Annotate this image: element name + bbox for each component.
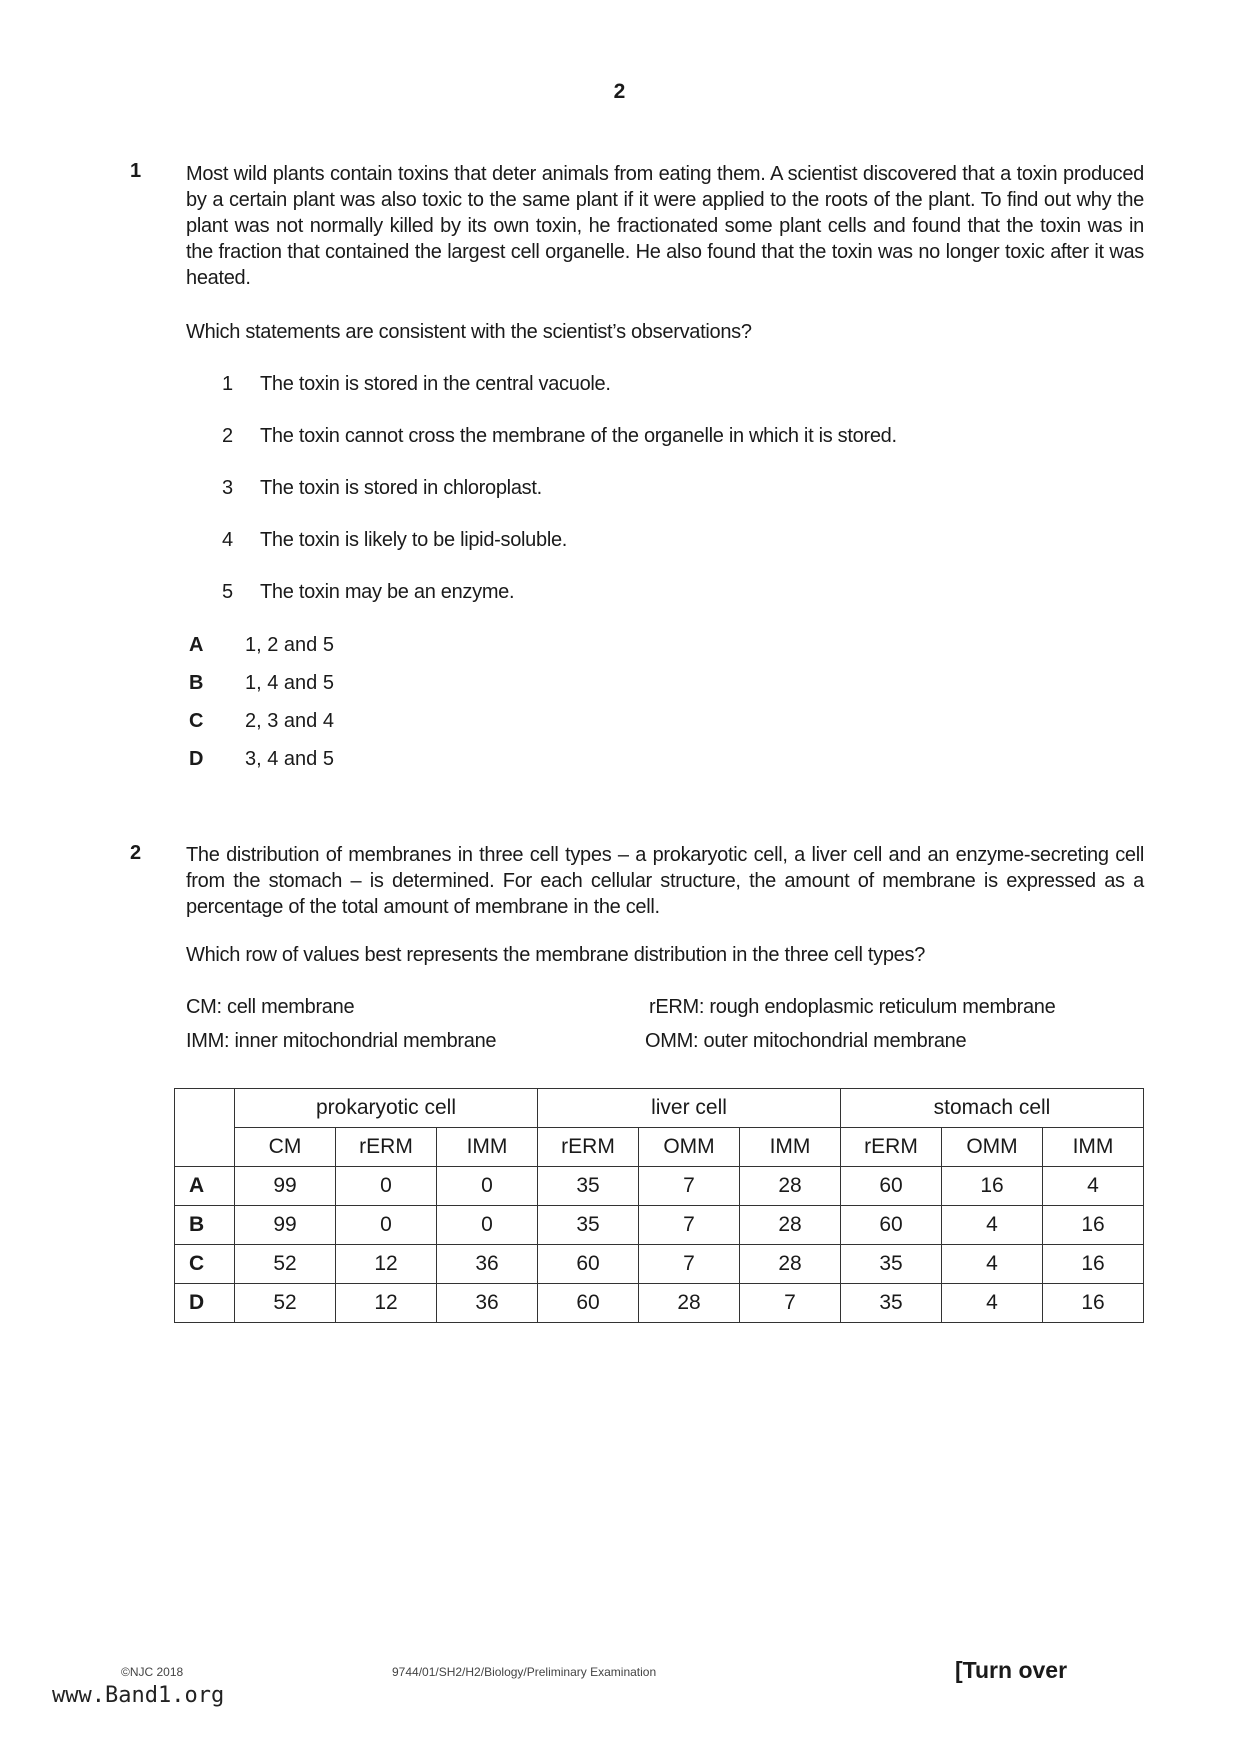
table-cell: 7 <box>639 1167 740 1206</box>
table-cell: 16 <box>942 1167 1043 1206</box>
table-cell: 7 <box>740 1284 841 1323</box>
option-text: 1, 2 and 5 <box>245 634 334 656</box>
table-corner-cell <box>175 1089 235 1167</box>
footer-turn-over: [Turn over <box>955 1657 1068 1683</box>
table-cell: 28 <box>740 1206 841 1245</box>
page-number: 2 <box>613 80 626 103</box>
option-d[interactable] <box>189 748 334 771</box>
question-2-stem: The distribution of membranes in three cell types – a prokaryotic cell, a liver cell and an enzyme-secreting cell from the stomach – is determined. For each cellular structure, the amount of membrane is expressed as a percentage of the total amount of membrane in the cell. <box>186 844 1144 918</box>
row-label: B <box>175 1206 235 1245</box>
table-cell: 7 <box>639 1206 740 1245</box>
table-cell: 35 <box>841 1245 942 1284</box>
table-cell: 16 <box>1043 1284 1144 1323</box>
option-letter: A <box>189 634 204 656</box>
statement-number: 1 <box>222 373 233 395</box>
table-cell: 60 <box>841 1206 942 1245</box>
table-cell: 52 <box>235 1245 336 1284</box>
legend-cm: CM: cell membrane <box>186 996 355 1018</box>
table-cell: 16 <box>1043 1245 1144 1284</box>
column-header: IMM <box>437 1128 538 1167</box>
question-1-prompt: Which statements are consistent with the scientist’s observations? <box>186 321 752 343</box>
column-header: rERM <box>841 1128 942 1167</box>
column-header: IMM <box>1043 1128 1144 1167</box>
statement-text: The toxin may be an enzyme. <box>260 581 515 603</box>
table-cell: 4 <box>942 1245 1043 1284</box>
legend-rerm: rERM: rough endoplasmic reticulum membrane <box>649 996 1056 1018</box>
table-cell: 60 <box>841 1167 942 1206</box>
statement-number: 3 <box>222 477 233 499</box>
table-cell: 99 <box>235 1167 336 1206</box>
footer-copyright: ©NJC 2018 <box>121 1665 184 1679</box>
option-a[interactable] <box>189 634 334 657</box>
statement-number: 2 <box>222 425 233 447</box>
table-column-header-row <box>175 1128 1144 1167</box>
option-text: 3, 4 and 5 <box>245 748 334 770</box>
statement-4 <box>222 529 567 552</box>
column-header: OMM <box>639 1128 740 1167</box>
table-cell: 0 <box>437 1206 538 1245</box>
table-cell: 4 <box>942 1284 1043 1323</box>
table-cell: 28 <box>740 1167 841 1206</box>
table-cell: 0 <box>437 1167 538 1206</box>
statement-5 <box>222 581 514 604</box>
table-cell: 7 <box>639 1245 740 1284</box>
statement-number: 5 <box>222 581 233 603</box>
option-c[interactable] <box>189 710 334 733</box>
footer-paper-code: 9744/01/SH2/H2/Biology/Preliminary Examination <box>392 1665 657 1679</box>
table-cell: 99 <box>235 1206 336 1245</box>
option-letter: B <box>189 672 204 694</box>
table-cell: 12 <box>336 1245 437 1284</box>
row-label: C <box>175 1245 235 1284</box>
table-cell: 4 <box>942 1206 1043 1245</box>
statement-text: The toxin is stored in chloroplast. <box>260 477 542 499</box>
table-group-header-row <box>175 1089 1144 1128</box>
legend-imm: IMM: inner mitochondrial membrane <box>186 1030 497 1052</box>
table-cell: 16 <box>1043 1206 1144 1245</box>
table-cell: 35 <box>538 1167 639 1206</box>
watermark-link[interactable]: www.Band1.org <box>52 1683 225 1708</box>
option-text: 1, 4 and 5 <box>245 672 334 694</box>
group-header-stomach: stomach cell <box>841 1089 1144 1128</box>
question-1-stem: Most wild plants contain toxins that deter animals from eating them. A scientist discovered that a toxin produced by a certain plant was also toxic to the same plant if it were applied to the roots of the plant. To find out why the plant was not normally killed by its own toxin, he fractionated some plant cells and found that the toxin was in the fraction that contained the largest cell organelle. He also found that the toxin was no longer toxic after it was heated. <box>186 163 1144 289</box>
option-b[interactable] <box>189 672 334 695</box>
table-cell: 36 <box>437 1284 538 1323</box>
option-letter: C <box>189 710 204 732</box>
table-cell: 12 <box>336 1284 437 1323</box>
legend-omm: OMM: outer mitochondrial membrane <box>645 1030 967 1052</box>
option-text: 2, 3 and 4 <box>245 710 334 732</box>
option-letter: D <box>189 748 204 770</box>
table-row <box>175 1245 1144 1284</box>
question-2-number: 2 <box>130 842 142 864</box>
statement-2 <box>222 425 897 448</box>
statement-1 <box>222 373 611 396</box>
group-header-liver: liver cell <box>538 1089 841 1128</box>
table-cell: 4 <box>1043 1167 1144 1206</box>
table-cell: 60 <box>538 1245 639 1284</box>
group-header-prokaryotic: prokaryotic cell <box>235 1089 538 1128</box>
column-header: CM <box>235 1128 336 1167</box>
table-cell: 52 <box>235 1284 336 1323</box>
table-cell: 28 <box>740 1245 841 1284</box>
table-cell: 35 <box>841 1284 942 1323</box>
question-2-prompt: Which row of values best represents the membrane distribution in the three cell types? <box>186 944 926 966</box>
column-header: OMM <box>942 1128 1043 1167</box>
table-cell: 28 <box>639 1284 740 1323</box>
membrane-table <box>174 1088 1144 1323</box>
statement-text: The toxin is likely to be lipid-soluble. <box>260 529 568 551</box>
statement-number: 4 <box>222 529 233 551</box>
table-cell: 60 <box>538 1284 639 1323</box>
column-header: rERM <box>538 1128 639 1167</box>
table-cell: 36 <box>437 1245 538 1284</box>
statement-text: The toxin cannot cross the membrane of the organelle in which it is stored. <box>260 425 897 447</box>
column-header: IMM <box>740 1128 841 1167</box>
question-1-number: 1 <box>130 160 142 182</box>
table-cell: 0 <box>336 1167 437 1206</box>
row-label: A <box>175 1167 235 1206</box>
column-header: rERM <box>336 1128 437 1167</box>
table-cell: 35 <box>538 1206 639 1245</box>
table-row <box>175 1206 1144 1245</box>
statement-text: The toxin is stored in the central vacuole. <box>260 373 611 395</box>
row-label: D <box>175 1284 235 1323</box>
table-row <box>175 1167 1144 1206</box>
table-row <box>175 1284 1144 1323</box>
table-cell: 0 <box>336 1206 437 1245</box>
statement-3 <box>222 477 542 500</box>
